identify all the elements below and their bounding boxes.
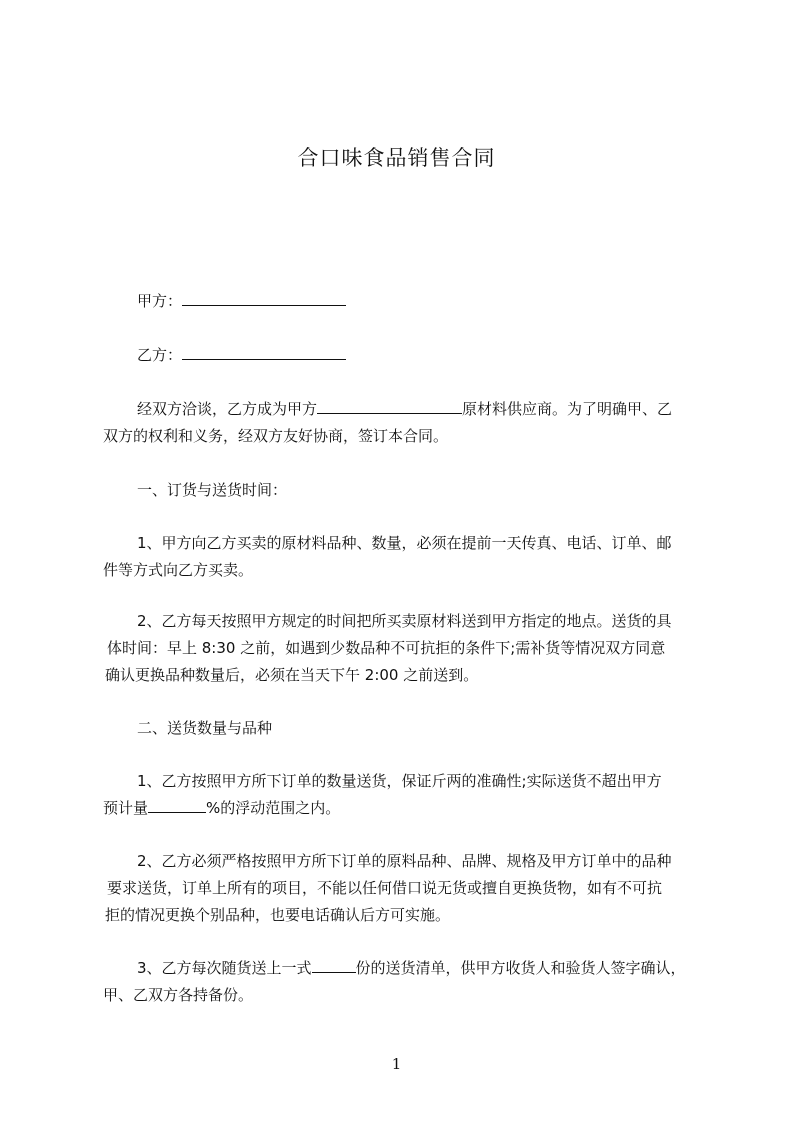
party-a-label: 甲方： — [137, 292, 183, 310]
copies-prefix: 3、乙方每次随货送上一式 — [137, 959, 312, 977]
section-2-item-2-line-1: 2、乙方必须严格按照甲方所下订单的原料品种、品牌、规格及甲方订单中的品种 — [137, 852, 672, 870]
section-1-item-1-line-2: 件等方式向乙方买卖。 — [103, 561, 254, 579]
section-1-item-2-line-1: 2、乙方每天按照甲方规定的时间把所买卖原材料送到甲方指定的地点。送货的具 — [137, 612, 672, 630]
page-number: 1 — [391, 1055, 402, 1073]
section-2-item-1-line-2 — [103, 798, 340, 818]
section-2-item-2-line-2: 要求送货，订单上所有的项目，不能以任何借口说无货或擅自更换货物，如有不可抗 — [107, 879, 663, 897]
section-2-item-1-line-1: 1、乙方按照甲方所下订单的数量送货，保证斤两的准确性;实际送货不超出甲方 — [137, 772, 662, 790]
section-2-heading: 二、送货数量与品种 — [137, 719, 273, 737]
intro-line-2: 双方的权利和义务，经双方友好协商，签订本合同。 — [103, 427, 449, 445]
intro-prefix: 经双方洽谈，乙方成为甲方 — [137, 400, 318, 418]
intro-line-1 — [137, 399, 672, 419]
section-2-item-3-line-2: 甲、乙双方各持备份。 — [103, 986, 254, 1004]
percentage-blank — [148, 798, 206, 813]
party-b-line — [137, 345, 346, 365]
party-a-line — [137, 291, 346, 311]
section-1-item-2-line-2: 体时间：早上 8:30 之前，如遇到少数品种不可抗拒的条件下;需补货等情况双方同意 — [107, 639, 666, 657]
copies-blank — [312, 958, 356, 973]
party-b-label: 乙方： — [137, 346, 183, 364]
section-2-item-2-line-3: 拒的情况更换个别品种，也要电话确认后方可实施。 — [105, 906, 451, 924]
section-1-item-1-line-1: 1、甲方向乙方买卖的原材料品种、数量，必须在提前一天传真、电话、订单、邮 — [137, 534, 672, 552]
intro-suffix: 原材料供应商。为了明确甲、乙 — [462, 400, 673, 418]
copies-suffix: 份的送货清单，供甲方收货人和验货人签字确认， — [355, 959, 686, 977]
estimate-suffix: %的浮动范围之内。 — [206, 799, 341, 817]
party-b-blank — [182, 345, 346, 360]
contract-title: 合口味食品销售合同 — [297, 146, 496, 170]
party-a-blank — [182, 291, 346, 306]
section-1-heading: 一、订货与送货时间： — [137, 481, 288, 499]
section-2-item-3-line-1 — [137, 958, 686, 978]
section-1-item-2-line-3: 确认更换品种数量后，必须在当天下午 2:00 之前送到。 — [105, 666, 479, 684]
supply-blank — [317, 399, 462, 414]
estimate-prefix: 预计量 — [103, 799, 149, 817]
